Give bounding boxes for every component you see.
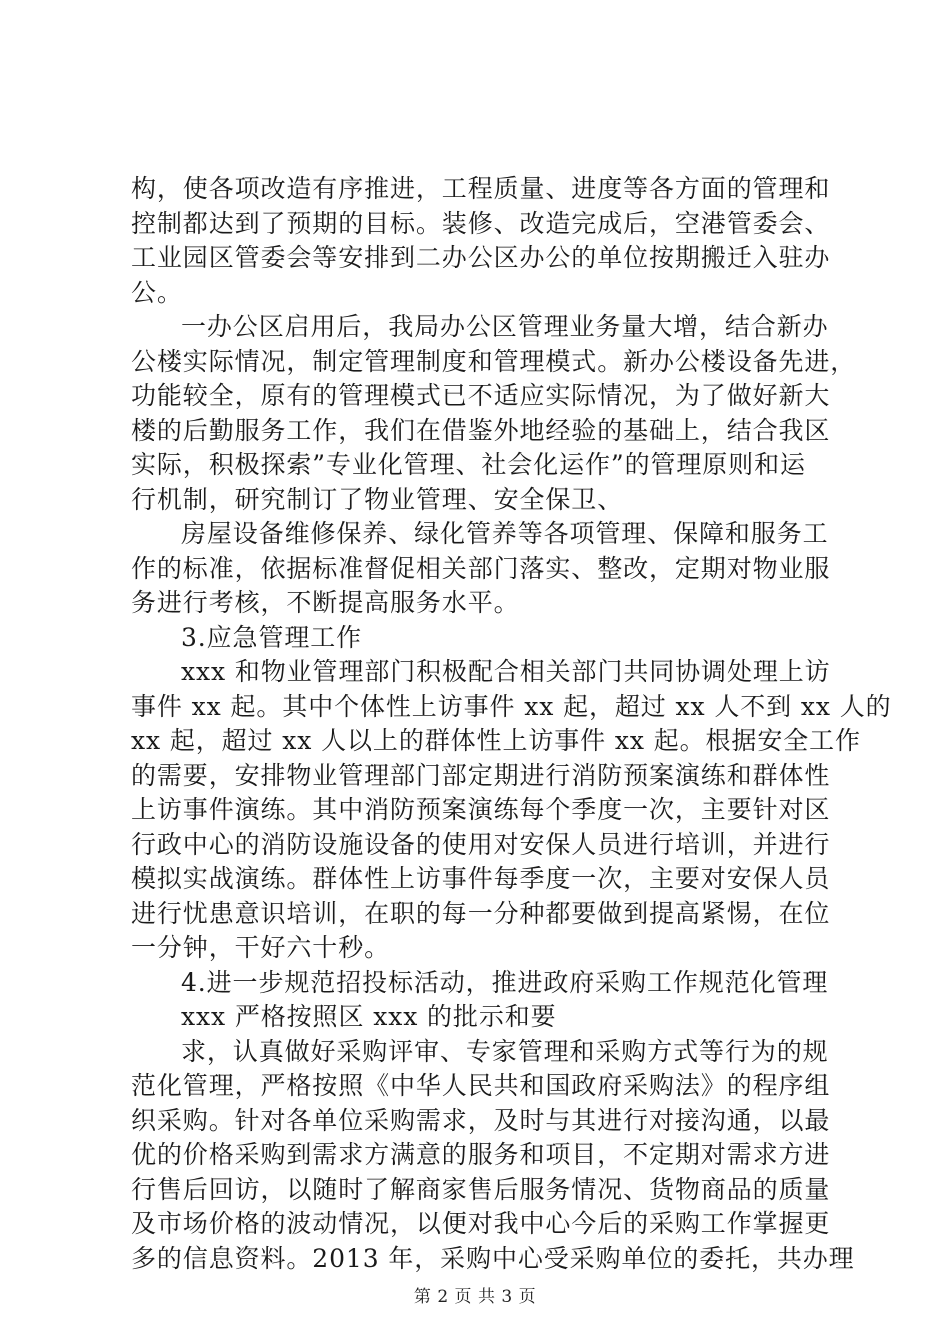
text-line: 及市场价格的波动情况，以便对我中心今后的采购工作掌握更	[131, 1209, 831, 1238]
text-line: 织采购。针对各单位采购需求，及时与其进行对接沟通，以最	[131, 1105, 831, 1135]
text-line: 行机制，研究制订了物业管理、安全保卫、	[131, 484, 624, 514]
text-line: 公。	[131, 277, 183, 307]
text-line: 优的价格采购到需求方满意的服务和项目，不定期对需求方进	[131, 1140, 831, 1169]
text-line: 实际，积极探索”专业化管理、社会化运作”的管理原则和运	[131, 450, 806, 479]
text-line: 4.进一步规范招投标活动，推进政府采购工作规范化管理	[181, 967, 829, 997]
text-line: 作的标准，依据标准督促相关部门落实、整改，定期对物业服	[131, 553, 831, 583]
text-line: 一办公区启用后，我局办公区管理业务量大增，结合新办	[181, 312, 829, 341]
text-line: 楼的后勤服务工作，我们在借鉴外地经验的基础上，结合我区	[131, 415, 831, 445]
text-line: 求，认真做好采购评审、专家管理和采购方式等行为的规	[181, 1036, 829, 1066]
text-line: 工业园区管委会等安排到二办公区办公的单位按期搬迁入驻办	[131, 243, 831, 272]
text-line: 公楼实际情况，制定管理制度和管理模式。新办公楼设备先进，	[131, 346, 857, 376]
text-line: 上访事件演练。其中消防预案演练每个季度一次，主要针对区	[131, 795, 831, 824]
text-line: 3.应急管理工作	[181, 622, 363, 652]
text-line: 一分钟，干好六十秒。	[131, 933, 391, 962]
text-line: 务进行考核，不断提高服务水平。	[131, 588, 520, 617]
text-line: 模拟实战演练。群体性上访事件每季度一次，主要对安保人员	[131, 864, 831, 893]
text-line: 行售后回访，以随时了解商家售后服务情况、货物商品的质量	[131, 1174, 831, 1204]
text-line: xxx 和物业管理部门积极配合相关部门共同协调处理上访	[181, 657, 831, 686]
text-line: 房屋设备维修保养、绿化管养等各项管理、保障和服务工	[181, 519, 829, 548]
text-line: xxx 严格按照区 xxx 的批示和要	[181, 1002, 557, 1031]
text-line: xx 起，超过 xx 人以上的群体性上访事件 xx 起。根据安全工作	[131, 726, 861, 755]
text-line: 行政中心的消防设施设备的使用对安保人员进行培训，并进行	[131, 829, 831, 859]
text-line: 功能较全，原有的管理模式已不适应实际情况，为了做好新大	[131, 381, 831, 410]
text-line: 的需要，安排物业管理部门部定期进行消防预案演练和群体性	[131, 760, 831, 790]
text-line: 事件 xx 起。其中个体性上访事件 xx 起，超过 xx 人不到 xx 人的	[131, 691, 892, 721]
text-line: 控制都达到了预期的目标。装修、改造完成后，空港管委会、	[131, 208, 831, 238]
text-line: 构，使各项改造有序推进，工程质量、进度等各方面的管理和	[131, 174, 831, 203]
page-footer: 第 2 页 共 3 页	[413, 1287, 537, 1307]
document-body	[131, 172, 892, 1276]
text-line: 进行忧患意识培训，在职的每一分种都要做到提高紧惕，在位	[131, 898, 831, 928]
text-line: 多的信息资料。2013 年，采购中心受采购单位的委托，共办理	[131, 1243, 855, 1273]
text-line: 范化管理，严格按照《中华人民共和国政府采购法》的程序组	[131, 1071, 831, 1100]
